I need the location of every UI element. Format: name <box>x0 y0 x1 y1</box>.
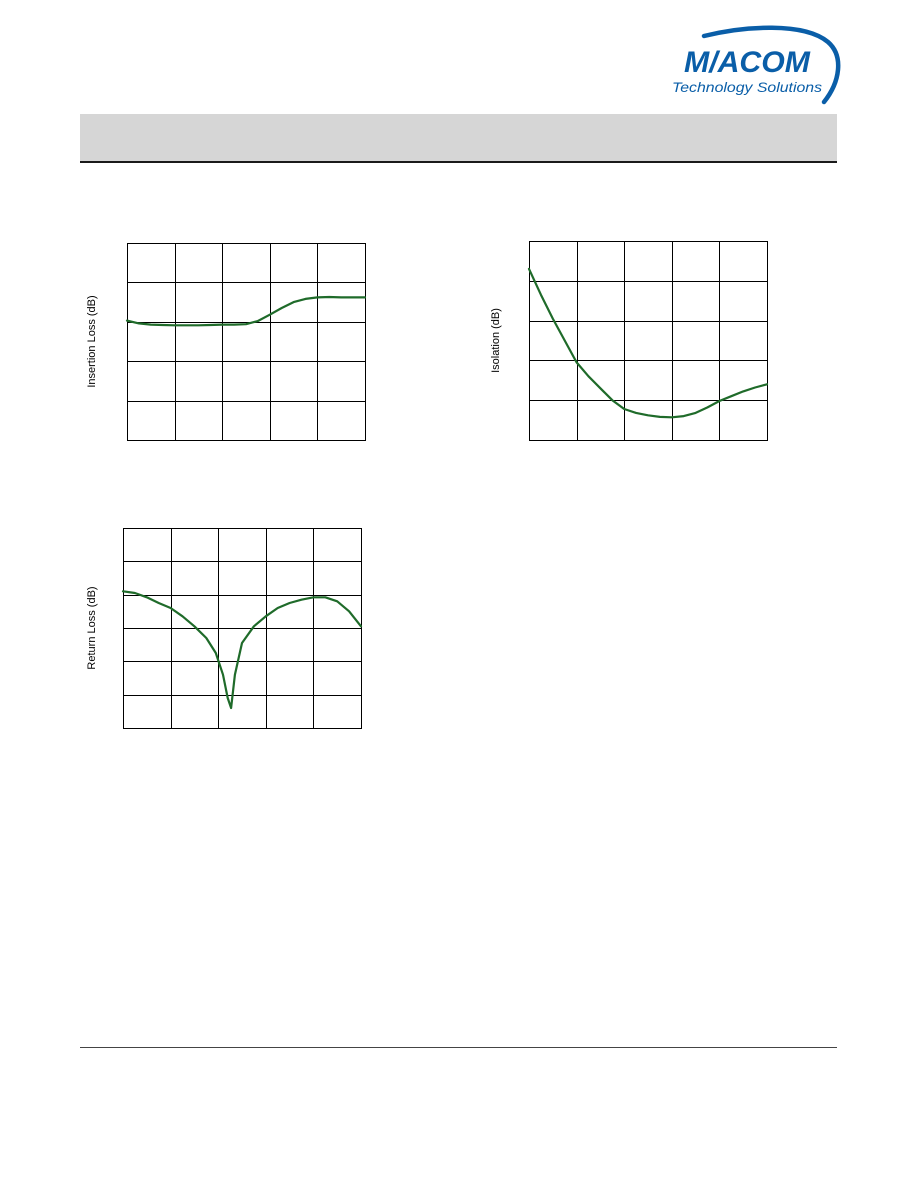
y-axis-label: Insertion Loss (dB) <box>86 295 98 388</box>
series-line <box>529 269 767 417</box>
isolation-chart <box>488 234 778 446</box>
return-loss-chart <box>84 522 374 734</box>
logo-brand: M/ACOM <box>684 46 812 79</box>
series-line <box>127 297 365 325</box>
insertion-loss-chart <box>84 236 374 448</box>
macom-logo <box>664 22 844 112</box>
footer-rule <box>80 1047 837 1048</box>
series-line <box>123 591 361 708</box>
logo-tagline: Technology Solutions <box>672 80 823 95</box>
header-band <box>80 114 837 163</box>
y-axis-label: Return Loss (dB) <box>86 586 98 670</box>
y-axis-label: Isolation (dB) <box>490 308 502 373</box>
plot-frame <box>128 244 366 441</box>
